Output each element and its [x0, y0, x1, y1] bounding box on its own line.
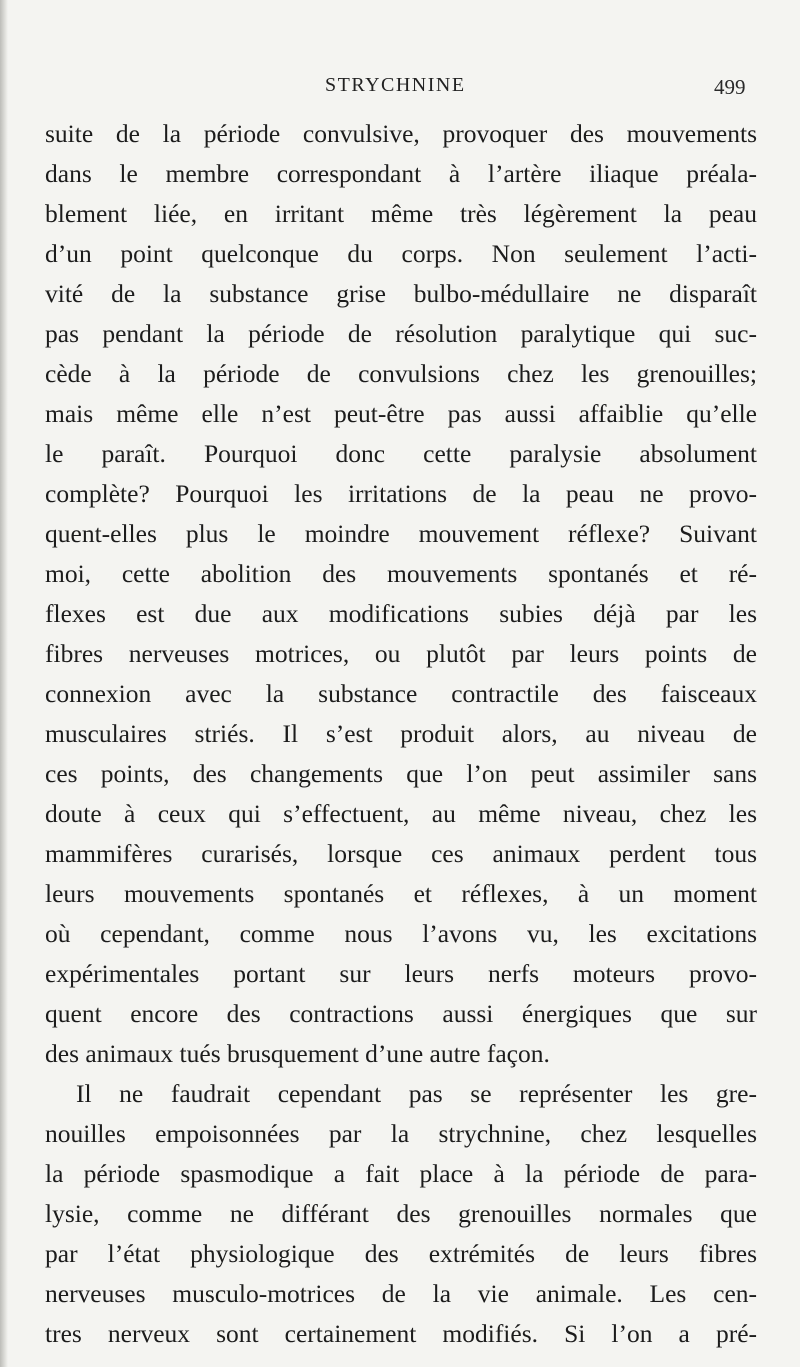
text-line: expérimentales portant sur leurs nerfs moteurs provo- — [45, 959, 757, 988]
text-line: mais même elle n’est peut-être pas aussi affaiblie qu’elle — [45, 399, 757, 428]
text-line: blement liée, en irritant même très légèrement la peau — [45, 199, 757, 228]
page-gutter-shadow — [0, 0, 8, 1367]
text-line: par l’état physiologique des extrémités de leurs fibres — [45, 1239, 757, 1268]
text-line: le paraît. Pourquoi donc cette paralysie absolument — [45, 439, 757, 468]
text-line: ces points, des changements que l’on peut assimiler sans — [45, 759, 757, 788]
text-line: vité de la substance grise bulbo-médullaire ne disparaît — [45, 279, 757, 308]
text-line: quent encore des contractions aussi énergiques que sur — [45, 999, 757, 1028]
text-line: cède à la période de convulsions chez les grenouilles; — [45, 359, 757, 388]
text-line: nerveuses musculo-motrices de la vie animale. Les cen- — [45, 1279, 757, 1308]
text-line: lysie, comme ne différant des grenouilles normales que — [45, 1199, 757, 1228]
text-line: tres nerveux sont certainement modifiés. Si l’on a pré- — [45, 1319, 757, 1348]
text-line: moi, cette abolition des mouvements spontanés et ré- — [45, 559, 757, 588]
text-line: d’un point quelconque du corps. Non seulement l’acti- — [45, 239, 757, 268]
text-line: quent-elles plus le moindre mouvement réflexe? Suivant — [45, 519, 757, 548]
text-line: fibres nerveuses motrices, ou plutôt par leurs points de — [45, 639, 757, 668]
text-line: suite de la période convulsive, provoquer des mouvements — [45, 119, 757, 148]
text-line: mammifères curarisés, lorsque ces animaux perdent tous — [45, 839, 757, 868]
text-line: connexion avec la substance contractile des faisceaux — [45, 679, 757, 708]
text-line: complète? Pourquoi les irritations de la peau ne provo- — [45, 479, 757, 508]
page-header — [0, 74, 800, 102]
page-number: 499 — [714, 75, 746, 99]
text-line: où cependant, comme nous l’avons vu, les excitations — [45, 919, 757, 948]
text-line: pas pendant la période de résolution paralytique qui suc- — [45, 319, 757, 348]
body-text — [45, 114, 757, 1354]
text-line: musculaires striés. Il s’est produit alors, au niveau de — [45, 719, 757, 748]
text-line: leurs mouvements spontanés et réflexes, à un moment — [45, 879, 757, 908]
text-line: nouilles empoisonnées par la strychnine, chez lesquelles — [45, 1119, 757, 1148]
text-line: doute à ceux qui s’effectuent, au même niveau, chez les — [45, 799, 757, 828]
running-title: STRYCHNINE — [325, 74, 466, 96]
text-line-paragraph-end: des animaux tués brusquement d’une autre façon. — [45, 1039, 550, 1068]
text-line: la période spasmodique a fait place à la période de para- — [45, 1159, 757, 1188]
text-line: dans le membre correspondant à l’artère iliaque préala- — [45, 159, 757, 188]
text-line: flexes est due aux modifications subies déjà par les — [45, 599, 757, 628]
text-line-paragraph-start: Il ne faudrait cependant pas se représenter les gre- — [76, 1079, 757, 1108]
